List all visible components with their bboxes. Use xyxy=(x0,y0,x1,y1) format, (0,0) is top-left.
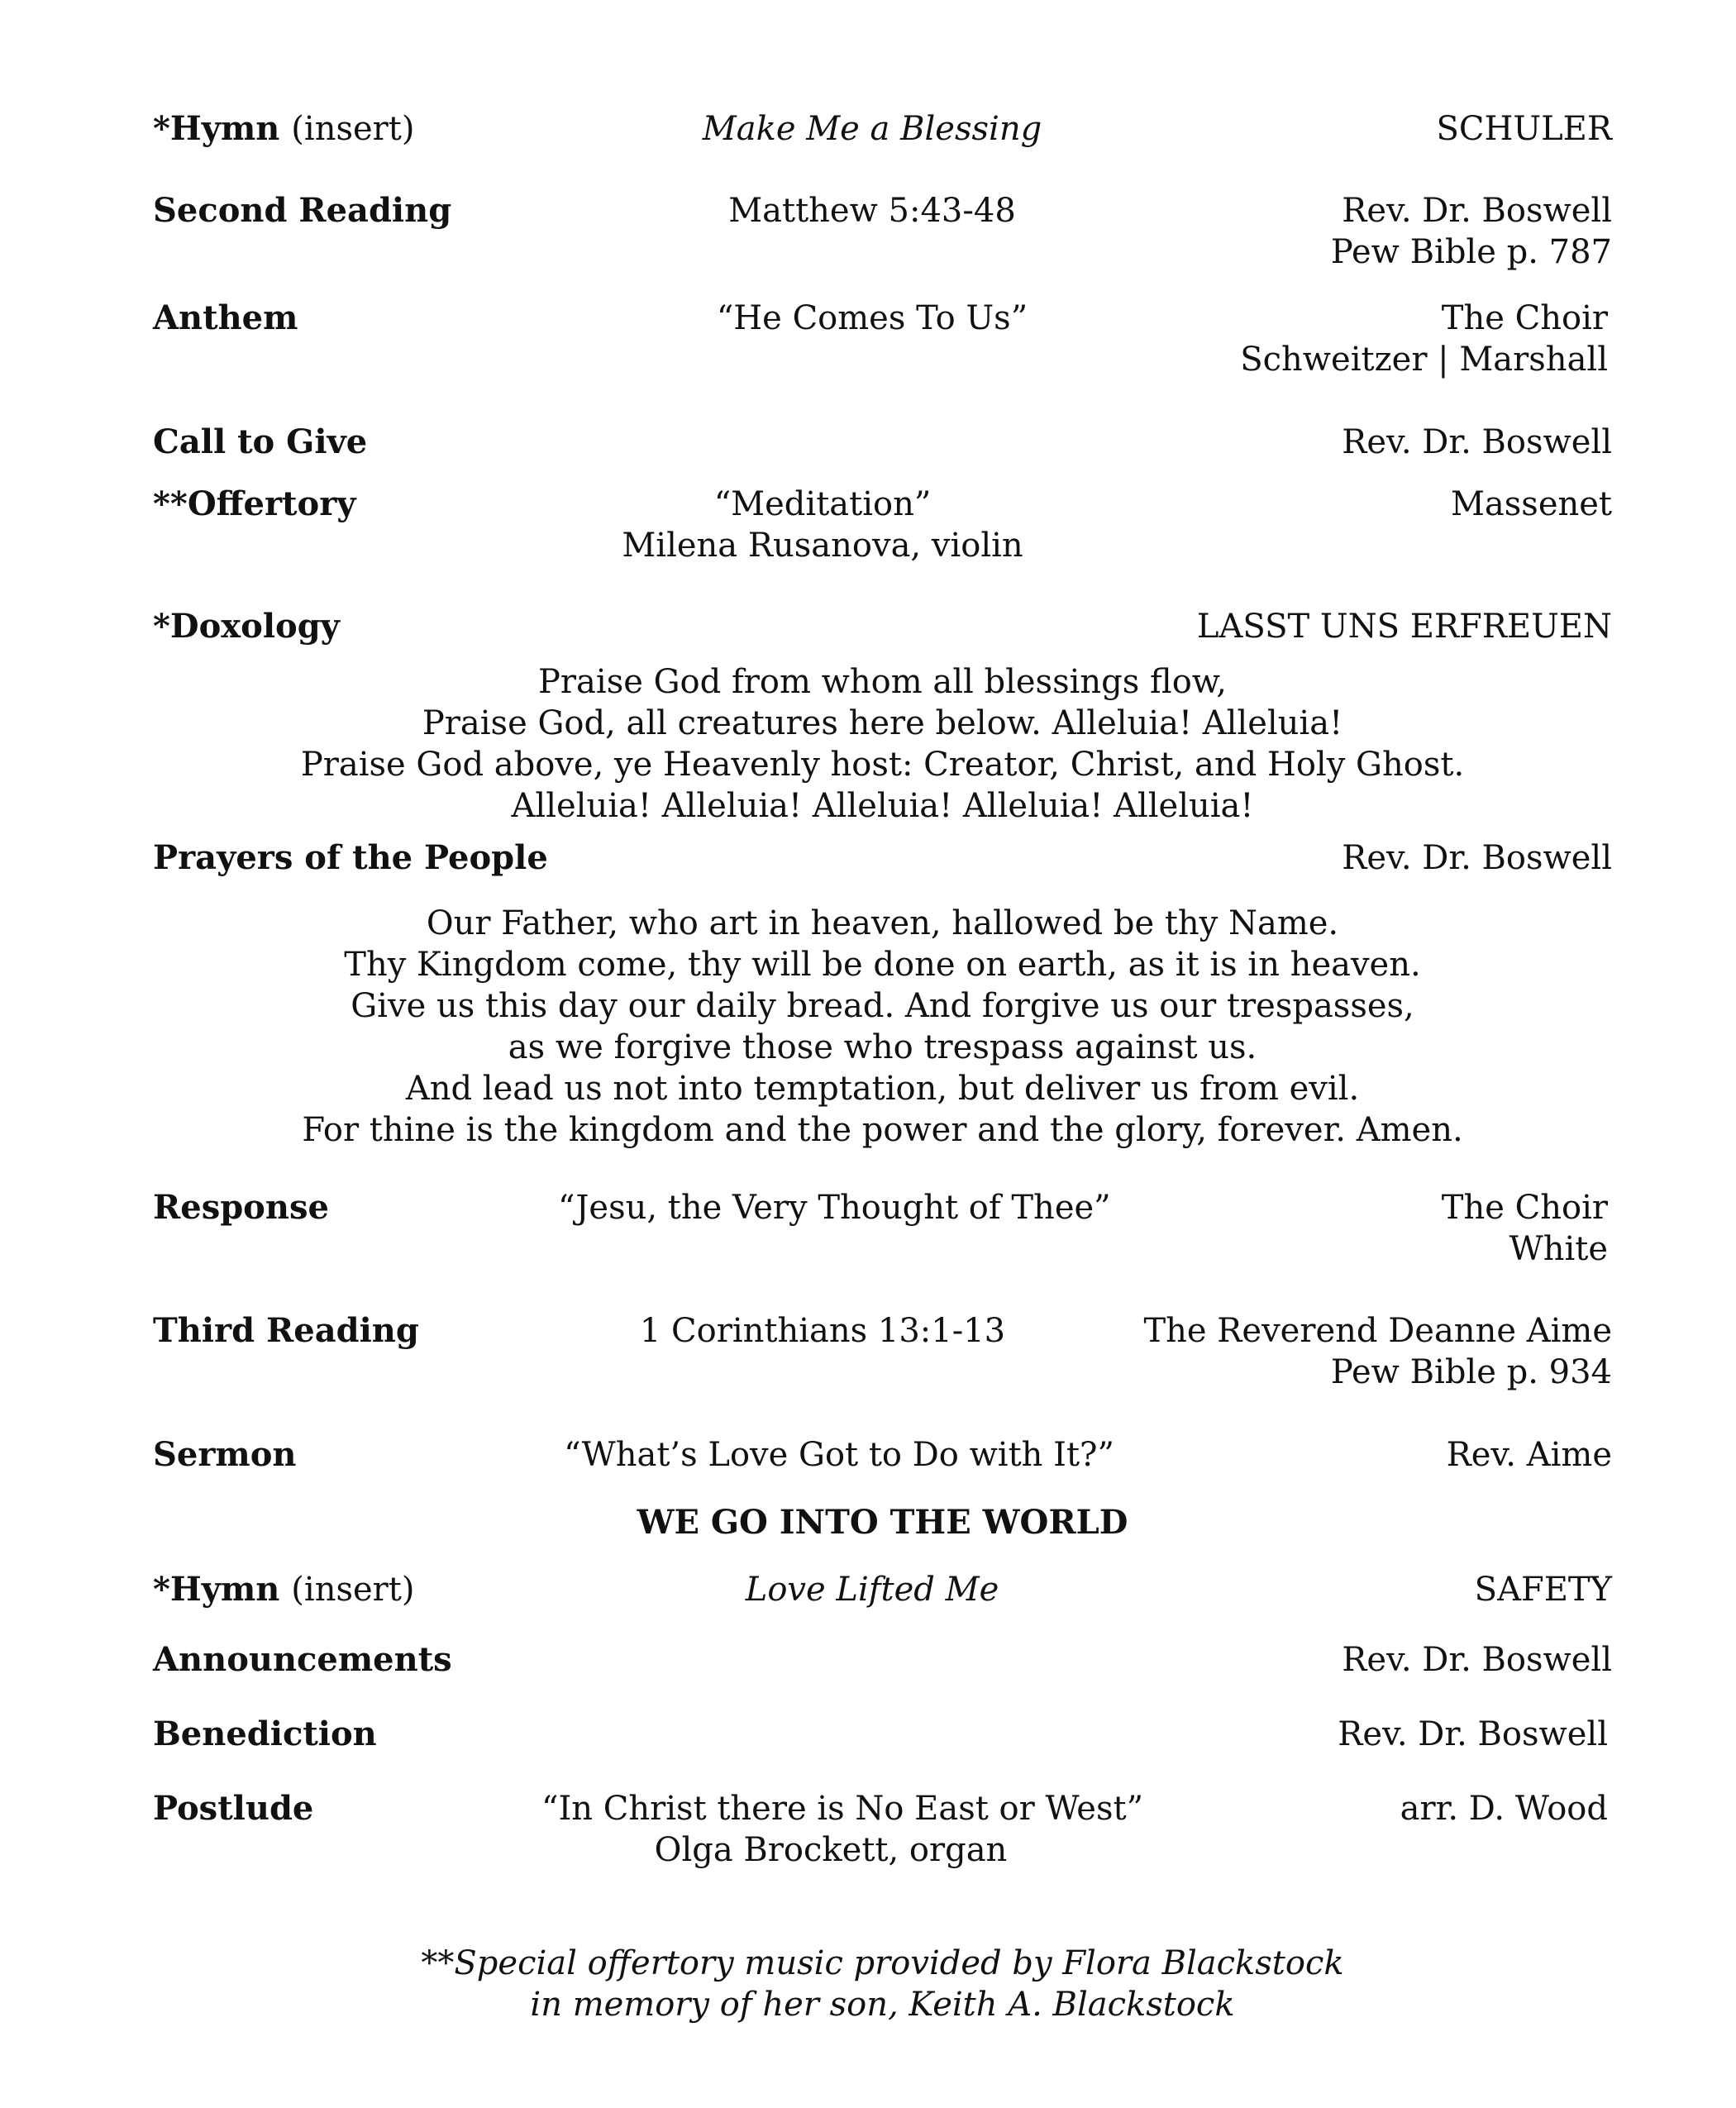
offertory-title: “Meditation” xyxy=(713,485,932,523)
reader-info xyxy=(1143,1310,1612,1393)
item-label: Second Reading xyxy=(153,191,452,230)
hymn-title: Love Lifted Me xyxy=(745,1571,999,1609)
reader-name: The Reverend Deanne Aime xyxy=(1143,1312,1612,1350)
order-item-prayers xyxy=(153,837,1612,887)
hymn-tune: LASST UNS ERFREUEN xyxy=(1196,608,1612,646)
prayer-line: Give us this day our daily bread. And forgive us our trespasses, xyxy=(351,987,1414,1025)
preacher: Rev. Aime xyxy=(1446,1436,1612,1474)
item-label: Sermon xyxy=(153,1435,297,1474)
scripture-reference: 1 Corinthians 13:1-13 xyxy=(639,1312,1006,1350)
item-label: *Hymn (insert) xyxy=(153,1570,415,1609)
item-label: Anthem xyxy=(153,298,298,337)
composer: White xyxy=(1509,1230,1608,1268)
order-item-postlude xyxy=(153,1788,1612,1879)
offertory-performer: Milena Rusanova, violin xyxy=(622,527,1023,565)
scripture-reference: Matthew 5:43-48 xyxy=(728,192,1016,230)
response-title: “Jesu, the Very Thought of Thee” xyxy=(558,1189,1111,1227)
doxology-text xyxy=(153,661,1612,827)
postlude-performer: Olga Brockett, organ xyxy=(654,1831,1008,1869)
leader: Rev. Dr. Boswell xyxy=(1342,423,1612,461)
order-item-announcements xyxy=(153,1639,1612,1689)
item-label: **Offertory xyxy=(153,484,356,523)
postlude-title: “In Christ there is No East or West” xyxy=(541,1790,1144,1828)
order-item-third-reading xyxy=(153,1310,1612,1401)
performer: The Choir xyxy=(1441,299,1608,337)
footnote-line: **Special offertory music provided by Flora Blackstock xyxy=(421,1944,1344,1982)
prayer-line: as we forgive those who trespass against us. xyxy=(508,1028,1257,1066)
section-heading: WE GO INTO THE WORLD xyxy=(637,1503,1128,1542)
item-label: Postlude xyxy=(153,1789,314,1828)
item-label: Prayers of the People xyxy=(153,838,548,877)
doxology-line: Praise God above, ye Heavenly host: Creator, Christ, and Holy Ghost. xyxy=(300,746,1465,784)
hymn-tune: SCHULER xyxy=(1436,110,1612,148)
order-item-sermon xyxy=(153,1434,1612,1484)
offertory-info xyxy=(583,484,1062,566)
prayer-line: And lead us not into temptation, but deliver us from evil. xyxy=(405,1070,1360,1108)
offertory-footnote xyxy=(153,1943,1612,2025)
composer: Massenet xyxy=(1450,485,1612,523)
item-label: Call to Give xyxy=(153,422,368,461)
performer: The Choir xyxy=(1441,1189,1608,1227)
anthem-performers xyxy=(1240,298,1608,380)
item-label: Response xyxy=(153,1188,329,1227)
doxology-line: Alleluia! Alleluia! Alleluia! Alleluia! Alleluia! xyxy=(511,787,1254,825)
prayer-line: For thine is the kingdom and the power and the glory, forever. Amen. xyxy=(302,1111,1463,1149)
item-label: *Hymn (insert) xyxy=(153,109,415,148)
order-item-doxology xyxy=(153,606,1612,656)
hymn-title: Make Me a Blessing xyxy=(702,110,1042,148)
order-item-anthem xyxy=(153,298,1612,389)
item-label-note: (insert) xyxy=(291,110,415,148)
order-item-hymn-2 xyxy=(153,1569,1612,1619)
order-item-benediction xyxy=(153,1714,1612,1763)
item-label: Third Reading xyxy=(153,1311,419,1350)
pew-bible-page: Pew Bible p. 787 xyxy=(1330,233,1612,271)
order-item-call-to-give xyxy=(153,422,1612,471)
order-item-response xyxy=(153,1187,1612,1278)
postlude-info xyxy=(541,1788,1144,1871)
leader: Rev. Dr. Boswell xyxy=(1338,1715,1608,1753)
hymn-tune: SAFETY xyxy=(1474,1571,1612,1609)
leader: Rev. Dr. Boswell xyxy=(1342,839,1612,877)
reader-info xyxy=(1331,190,1612,273)
item-label: Announcements xyxy=(153,1640,452,1679)
reader-name: Rev. Dr. Boswell xyxy=(1342,192,1612,230)
response-performers xyxy=(1442,1187,1608,1270)
composers: Schweitzer | Marshall xyxy=(1240,341,1608,379)
lords-prayer-text xyxy=(153,903,1612,1151)
doxology-line: Praise God, all creatures here below. Alleluia! Alleluia! xyxy=(422,704,1343,742)
sermon-title: “What’s Love Got to Do with It?” xyxy=(564,1436,1114,1474)
arranger: arr. D. Wood xyxy=(1400,1790,1608,1828)
leader: Rev. Dr. Boswell xyxy=(1342,1641,1612,1679)
order-item-second-reading xyxy=(153,190,1612,281)
prayer-line: Our Father, who art in heaven, hallowed be thy Name. xyxy=(426,904,1339,942)
order-item-hymn-1 xyxy=(153,108,1612,158)
item-label-note: (insert) xyxy=(291,1571,415,1609)
prayer-line: Thy Kingdom come, thy will be done on earth, as it is in heaven. xyxy=(344,946,1421,984)
item-label: *Doxology xyxy=(153,607,340,646)
item-label: Benediction xyxy=(153,1715,377,1753)
footnote-line: in memory of her son, Keith A. Blackstock xyxy=(530,1986,1235,2024)
pew-bible-page: Pew Bible p. 934 xyxy=(1330,1353,1612,1391)
doxology-line: Praise God from whom all blessings flow, xyxy=(538,663,1227,701)
anthem-title: “He Comes To Us” xyxy=(716,299,1028,337)
order-item-offertory xyxy=(153,484,1612,575)
